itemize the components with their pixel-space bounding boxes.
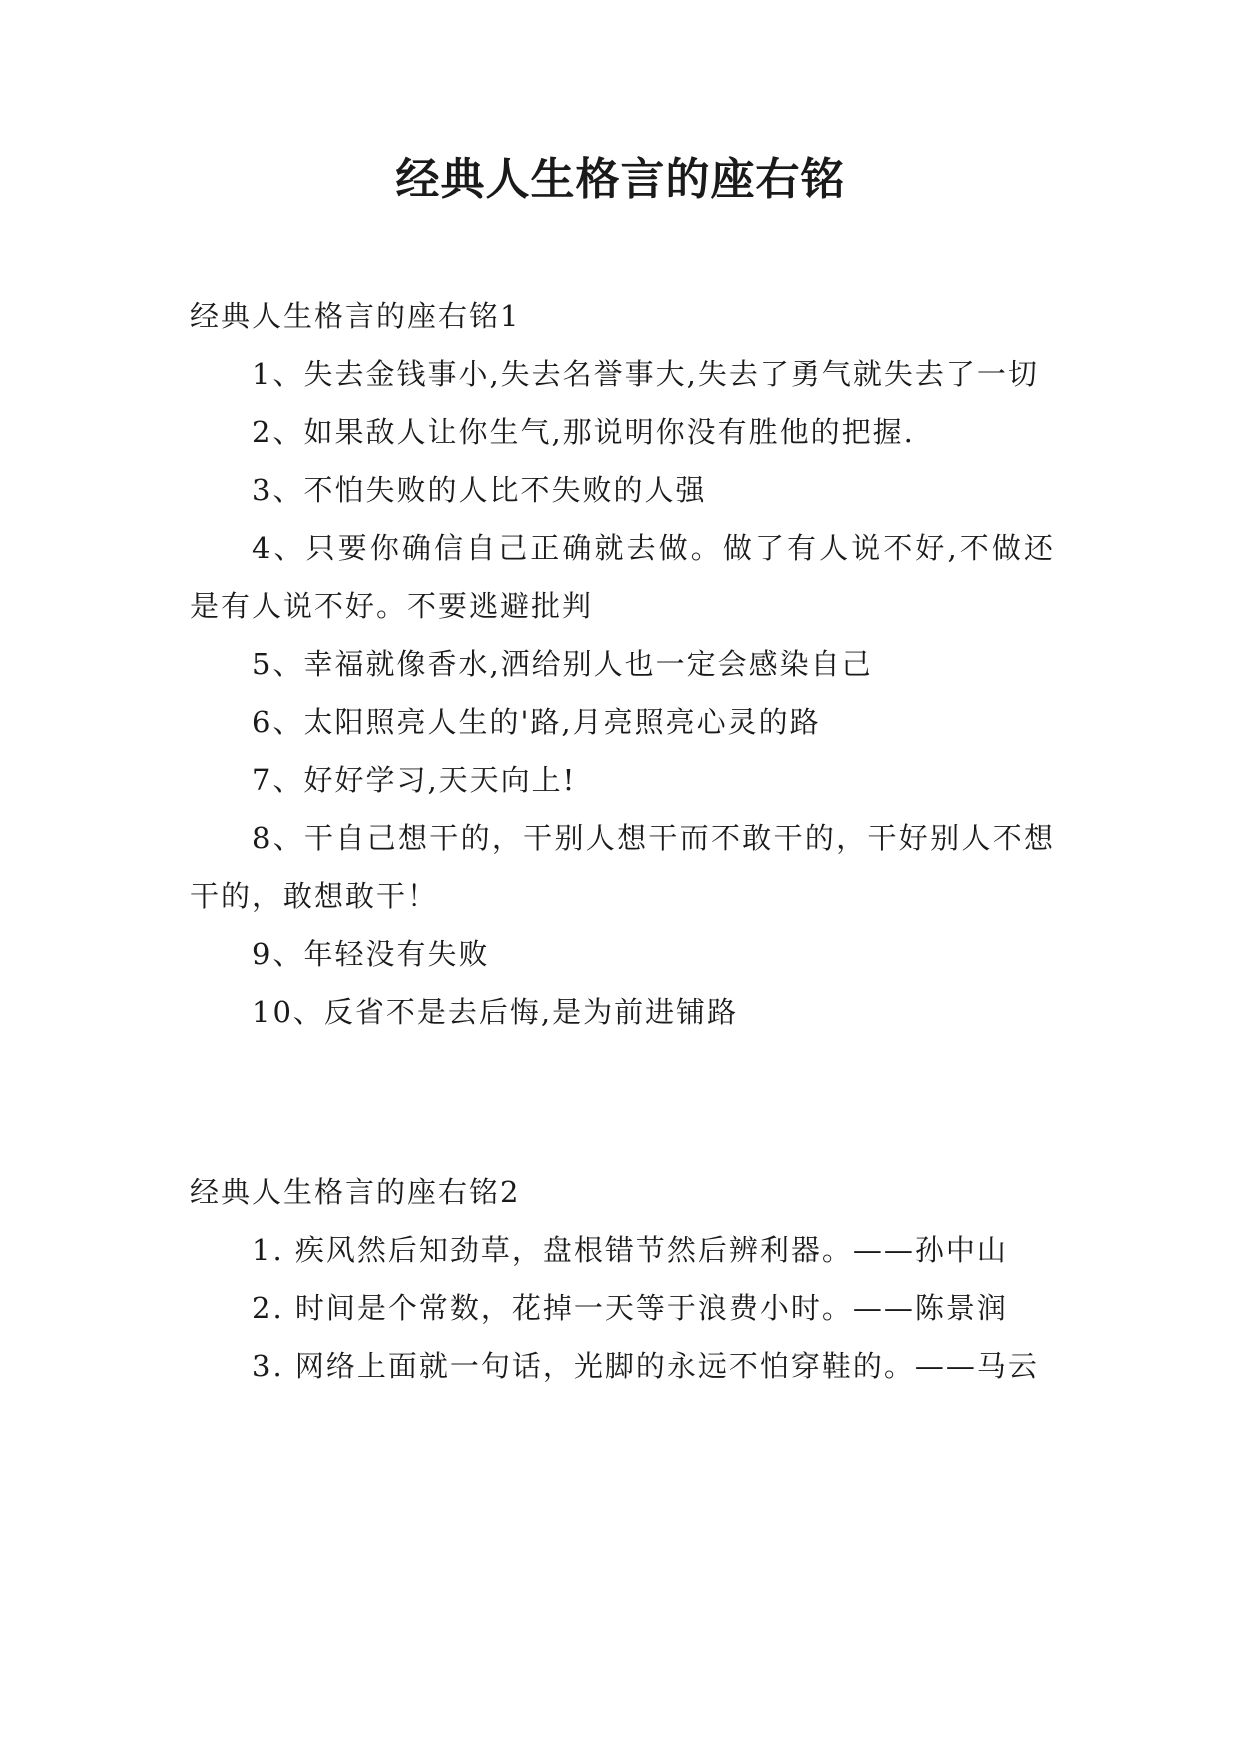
list-item: 7、好好学习,天天向上! [252, 763, 577, 797]
list-item: 4、只要你确信自己正确就去做。做了有人说不好,不做还是有人说不好。不要逃避批判 [190, 531, 1055, 623]
list-item: 8、干自己想干的，干别人想干而不敢干的，干好别人不想干的，敢想敢干！ [190, 821, 1055, 913]
page-title: 经典人生格言的座右铭 [395, 154, 846, 205]
list-item: 5、幸福就像香水,洒给别人也一定会感染自己 [252, 647, 873, 681]
section-2 [190, 1163, 1055, 1395]
section-1 [190, 287, 1055, 1041]
list-item: 9、年轻没有失败 [252, 937, 490, 971]
section-heading: 经典人生格言的座右铭1 [190, 299, 521, 333]
list-item: 10、反省不是去后悔,是为前进铺路 [252, 995, 739, 1029]
list-item: 1、失去金钱事小,失去名誉事大,失去了勇气就失去了一切 [252, 357, 1039, 391]
list-item: 2. 时间是个常数，花掉一天等于浪费小时。——陈景润 [252, 1291, 1008, 1325]
list-item: 1. 疾风然后知劲草，盘根错节然后辨利器。——孙中山 [252, 1233, 1008, 1267]
list-item: 3、不怕失败的人比不失败的人强 [252, 473, 707, 507]
list-item: 6、太阳照亮人生的'路,月亮照亮心灵的路 [252, 705, 821, 739]
section-heading: 经典人生格言的座右铭2 [190, 1175, 521, 1209]
list-item: 3. 网络上面就一句话，光脚的永远不怕穿鞋的。——马云 [252, 1349, 1039, 1383]
list-item: 2、如果敌人让你生气,那说明你没有胜他的把握. [252, 415, 915, 449]
